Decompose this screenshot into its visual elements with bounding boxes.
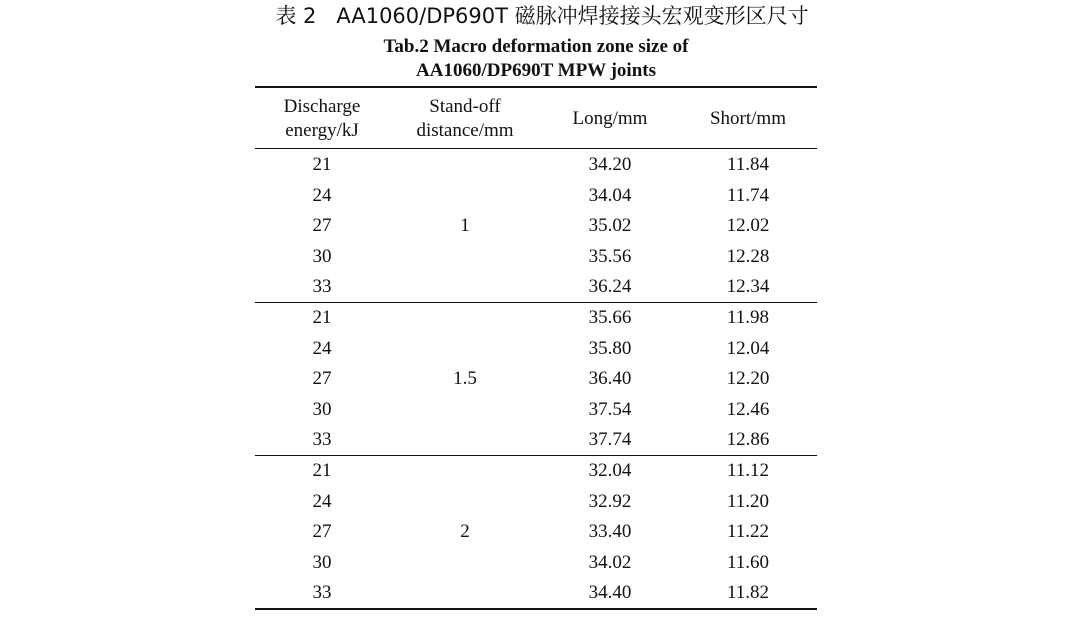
cell-long: 35.56 [588,245,632,267]
cell-long: 34.40 [588,582,632,604]
cell-discharge-energy: 24 [312,184,332,206]
cell-discharge-energy: 21 [312,307,332,328]
cell-short: 12.04 [726,337,770,359]
cell-standoff-distance: 1.5 [453,368,477,390]
cell-short: 11.74 [726,184,770,206]
cell-short: 11.82 [726,582,770,604]
cell-discharge-energy: 27 [312,368,332,390]
cell-long: 33.40 [588,521,632,543]
table-title-chinese [0,2,1080,30]
cell-discharge-energy: 30 [312,245,332,267]
cell-short: 12.46 [726,398,770,420]
table-header-rule [255,148,817,149]
header-standoff-distance-line: Stand-off [429,96,501,117]
cell-discharge-energy: 30 [312,398,332,420]
cell-long: 35.02 [588,215,632,237]
table-bottom-rule [255,608,817,610]
cell-long: 36.40 [588,368,632,390]
cell-discharge-energy: 27 [312,215,332,237]
header-long-line: Long/mm [572,108,648,129]
cell-short: 12.86 [726,429,770,451]
cell-short: 11.22 [726,521,770,543]
cell-discharge-energy: 21 [312,154,332,175]
cell-long: 32.04 [588,460,632,481]
cell-short: 11.20 [726,490,770,512]
cell-short: 12.02 [726,215,770,237]
cell-long: 34.04 [588,184,632,206]
header-short-line: Short/mm [709,108,786,129]
table-title-english-line-1: Tab.2 Macro deformation zone size of [383,36,689,57]
group-separator-rule [255,455,817,456]
cell-long: 34.02 [588,551,632,573]
cell-long: 34.20 [588,154,632,175]
cell-long: 35.66 [588,307,632,328]
cell-long: 37.54 [588,398,632,420]
cell-discharge-energy: 21 [312,460,332,481]
cell-discharge-energy: 24 [312,337,332,359]
table-number-label: 表 2 [275,4,317,28]
cell-standoff-distance: 2 [460,521,470,543]
header-standoff-distance [390,95,540,143]
cell-short: 11.12 [726,460,770,481]
header-discharge-energy-line: Discharge [283,96,361,117]
cell-discharge-energy: 30 [312,551,332,573]
cell-long: 32.92 [588,490,632,512]
cell-discharge-energy: 33 [312,429,332,451]
cell-short: 12.28 [726,245,770,267]
table-title-english [255,35,817,83]
cell-short: 11.98 [726,307,770,328]
cell-long: 37.74 [588,429,632,451]
header-discharge-energy [247,95,397,143]
cell-standoff-distance: 1 [460,215,470,237]
table-title-chinese-text: AA1060/DP690T 磁脉冲焊接接头宏观变形区尺寸 [336,4,809,28]
cell-long: 36.24 [588,276,632,298]
cell-long: 35.80 [588,337,632,359]
cell-short: 11.84 [726,154,770,175]
header-short [673,107,823,131]
cell-discharge-energy: 33 [312,276,332,298]
header-discharge-energy-line: energy/kJ [285,120,359,141]
header-long [535,107,685,131]
table-top-rule [255,86,817,88]
header-standoff-distance-line: distance/mm [416,120,514,141]
cell-discharge-energy: 24 [312,490,332,512]
cell-discharge-energy: 27 [312,521,332,543]
group-separator-rule [255,302,817,303]
table-title-english-line-2: AA1060/DP690T MPW joints [416,60,656,81]
cell-short: 12.34 [726,276,770,298]
cell-short: 12.20 [726,368,770,390]
cell-discharge-energy: 33 [312,582,332,604]
cell-short: 11.60 [726,551,770,573]
